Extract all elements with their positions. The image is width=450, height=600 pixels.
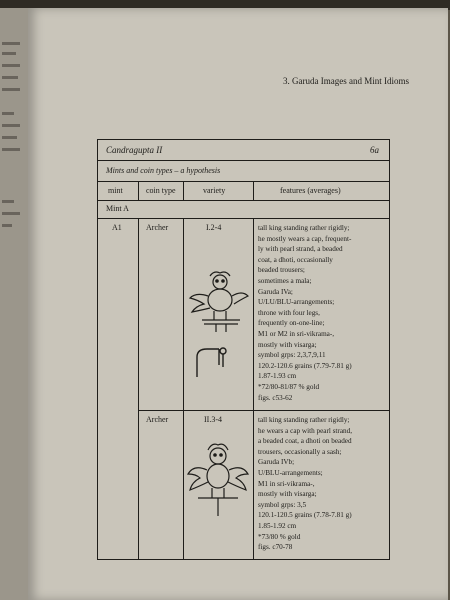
column-divider bbox=[183, 218, 184, 559]
feature-line: he wears a cap with pearl strand, bbox=[258, 426, 352, 435]
feature-line: throne with four legs, bbox=[258, 308, 320, 317]
feature-line: 120.1-120.5 grains (7.78-7.81 g) bbox=[258, 511, 352, 520]
column-divider bbox=[138, 181, 139, 200]
feature-line: tall king standing rather rigidly; bbox=[258, 224, 350, 232]
feature-line: sometimes a mala; bbox=[258, 276, 312, 285]
left-page-text-line bbox=[2, 76, 18, 79]
feature-line: U/LU/BLU-arrangements; bbox=[258, 298, 335, 307]
left-page-text-line bbox=[2, 52, 16, 55]
variety-cell: I.2-4 bbox=[206, 223, 222, 232]
feature-line: frequently on-one-line; bbox=[258, 319, 325, 328]
header-coin-type: coin type bbox=[146, 186, 176, 195]
section-label: Mint A bbox=[106, 204, 129, 213]
feature-line: a beaded coat, a dhoti on beaded bbox=[258, 437, 352, 446]
feature-line: tall king standing rather rigidly; bbox=[258, 416, 350, 424]
left-page-text-line bbox=[2, 148, 20, 151]
feature-line: symbol grps: 3,5 bbox=[258, 500, 307, 509]
feature-line: mostly with visarga; bbox=[258, 340, 317, 349]
column-divider bbox=[138, 218, 139, 559]
feature-line: coat, a dhoti, occasionally bbox=[258, 255, 333, 264]
column-divider bbox=[253, 181, 254, 200]
feature-line: figs. c53-62 bbox=[258, 393, 293, 402]
table-rule bbox=[98, 181, 389, 182]
left-page-text-line bbox=[2, 136, 17, 139]
variety-cell: II.3-4 bbox=[204, 415, 222, 424]
feature-line: 120.2-120.6 grains (7.79-7.81 g) bbox=[258, 361, 352, 370]
left-page-text-line bbox=[2, 64, 20, 67]
feature-line: trousers, occasionally a sash; bbox=[258, 447, 342, 456]
feature-line: *73/80 % gold bbox=[258, 532, 301, 541]
garuda-illustration bbox=[186, 270, 250, 340]
feature-line: he mostly wears a cap, frequent- bbox=[258, 234, 352, 243]
left-page-text-line bbox=[2, 112, 14, 115]
left-facing-page bbox=[0, 8, 30, 600]
feature-line: 1.87-1.93 cm bbox=[258, 372, 297, 381]
mint-cell: A1 bbox=[112, 223, 122, 232]
feature-line: 1.85-1.92 cm bbox=[258, 521, 297, 530]
garuda-illustration bbox=[186, 440, 250, 520]
features-cell bbox=[258, 415, 352, 553]
coin-type-cell: Archer bbox=[146, 223, 169, 232]
feature-line: M1 in sri-vikrama-, bbox=[258, 479, 315, 488]
left-page-text-line bbox=[2, 88, 20, 91]
coin-type-table bbox=[97, 139, 390, 560]
left-page-text-line bbox=[2, 212, 20, 215]
book-page bbox=[28, 8, 448, 600]
feature-line: U/BLU-arrangements; bbox=[258, 468, 323, 477]
column-divider bbox=[253, 218, 254, 559]
column-divider bbox=[183, 181, 184, 200]
row-divider bbox=[138, 410, 390, 411]
table-rule bbox=[98, 218, 389, 219]
left-page-text-line bbox=[2, 224, 12, 227]
feature-line: Garuda IVb; bbox=[258, 458, 295, 467]
feature-line: beaded trousers; bbox=[258, 266, 305, 275]
header-mint: mint bbox=[108, 186, 123, 195]
left-page-text-line bbox=[2, 42, 20, 45]
coin-type-cell: Archer bbox=[146, 415, 169, 424]
symbol-glyph bbox=[193, 345, 233, 379]
running-head: 3. Garuda Images and Mint Idioms bbox=[283, 76, 409, 86]
feature-line: mostly with visarga; bbox=[258, 490, 317, 499]
header-variety: variety bbox=[203, 186, 226, 195]
table-rule bbox=[98, 160, 389, 161]
table-title: Candragupta II bbox=[106, 145, 163, 155]
plate-id: 6a bbox=[370, 145, 379, 155]
feature-line: *72/80-81/87 % gold bbox=[258, 382, 320, 391]
features-cell bbox=[258, 223, 352, 403]
table-subtitle: Mints and coin types – a hypothesis bbox=[106, 166, 221, 175]
left-page-text-line bbox=[2, 124, 20, 127]
feature-line: M1 or M2 in sri-vikrama-, bbox=[258, 329, 335, 338]
feature-line: symbol grps: 2,3,7,9,11 bbox=[258, 351, 326, 360]
header-features: features (averages) bbox=[280, 186, 341, 195]
feature-line: Garuda IVa; bbox=[258, 287, 293, 296]
table-rule bbox=[98, 200, 389, 201]
feature-line: ly with pearl strand, a beaded bbox=[258, 245, 343, 254]
left-page-text-line bbox=[2, 200, 14, 203]
feature-line: figs. c70-78 bbox=[258, 543, 293, 552]
